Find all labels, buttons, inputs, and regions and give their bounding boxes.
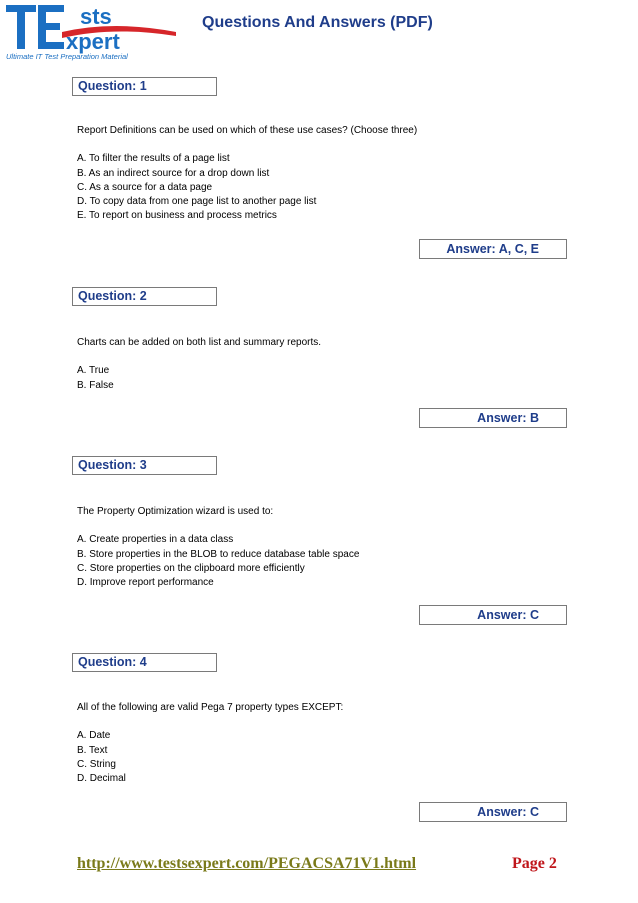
- question-1-option-e: E. To report on business and process metrics: [77, 210, 277, 222]
- question-2-body: [77, 336, 577, 393]
- footer-url-link[interactable]: http://www.testsexpert.com/PEGACSA71V1.html: [77, 855, 417, 872]
- question-2-answer: Answer: B: [419, 408, 567, 428]
- question-1-answer: Answer: A, C, E: [419, 239, 567, 259]
- question-3-option-d: D. Improve report performance: [77, 577, 214, 588]
- question-3-option-b: B. Store properties in the BLOB to reduce database table space: [77, 548, 360, 560]
- question-4-stem: All of the following are valid Pega 7 property types EXCEPT:: [77, 702, 344, 713]
- question-1-option-b: B. As an indirect source for a drop down list: [77, 167, 270, 179]
- question-1-option-c: C. As a source for a data page: [77, 181, 213, 193]
- svg-text:sts: sts: [80, 4, 112, 29]
- question-1-option-d: D. To copy data from one page list to another page list: [77, 196, 317, 207]
- testsexpert-logo: [4, 2, 180, 62]
- question-4-label: Question: 4: [72, 653, 217, 672]
- question-2-option-a: A. True: [77, 365, 110, 377]
- question-3-body: [77, 505, 577, 590]
- question-1-label: Question: 1: [72, 77, 217, 96]
- question-3-label: Question: 3: [72, 456, 217, 475]
- question-4-option-b: B. Text: [77, 744, 108, 756]
- question-1-stem: Report Definitions can be used on which of these use cases? (Choose three): [77, 125, 418, 136]
- question-2-label: Question: 2: [72, 287, 217, 306]
- document-title: Questions And Answers (PDF): [202, 14, 433, 31]
- question-3-answer: Answer: C: [419, 605, 567, 625]
- svg-text:Ultimate IT Test Preparation M: Ultimate IT Test Preparation Material: [6, 52, 128, 61]
- question-4-answer: Answer: C: [419, 802, 567, 822]
- page-number: Page 2: [512, 855, 557, 872]
- question-4-option-d: D. Decimal: [77, 773, 126, 784]
- svg-text:xpert: xpert: [66, 29, 120, 54]
- question-1-body: [77, 124, 577, 223]
- question-2-stem: Charts can be added on both list and summary reports.: [77, 337, 322, 348]
- question-3-option-a: A. Create properties in a data class: [77, 534, 234, 546]
- question-1-option-a: A. To filter the results of a page list: [77, 153, 230, 165]
- question-4-body: [77, 701, 577, 786]
- question-3-stem: The Property Optimization wizard is used to:: [77, 506, 274, 517]
- question-2-option-b: B. False: [77, 379, 114, 391]
- question-4-option-a: A. Date: [77, 730, 111, 742]
- question-3-option-c: C. Store properties on the clipboard more efficiently: [77, 562, 305, 574]
- question-4-option-c: C. String: [77, 758, 116, 770]
